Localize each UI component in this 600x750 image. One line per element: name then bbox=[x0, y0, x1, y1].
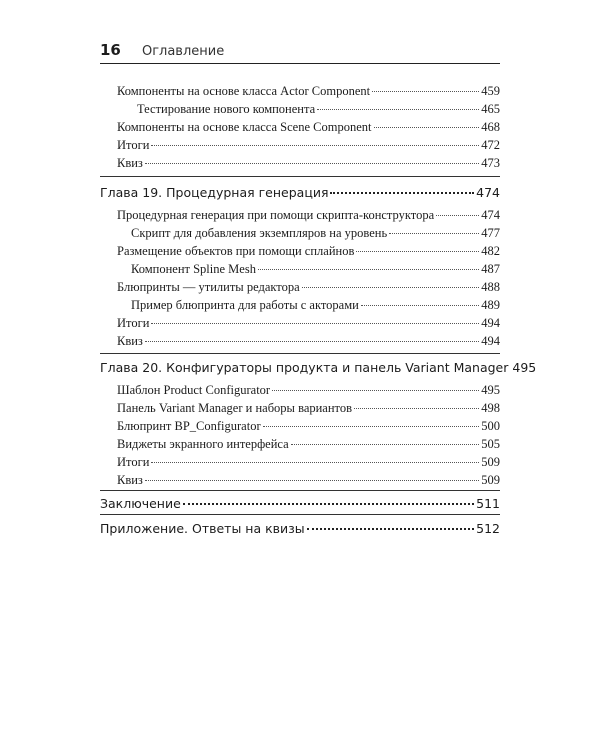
dot-leader bbox=[291, 444, 480, 445]
section-divider bbox=[100, 490, 500, 491]
dot-leader bbox=[307, 528, 474, 530]
toc-entry-page: 459 bbox=[481, 84, 500, 98]
toc-entry-page: 482 bbox=[481, 244, 500, 258]
dot-leader bbox=[145, 163, 479, 164]
toc-entry[interactable] bbox=[117, 280, 500, 295]
toc-entry[interactable] bbox=[117, 334, 500, 349]
toc-entry-page: 487 bbox=[481, 262, 500, 276]
header-rule bbox=[100, 63, 500, 64]
toc-entry-label: Блюпринты — утилиты редактора bbox=[117, 280, 300, 294]
toc-entry-label: Квиз bbox=[117, 156, 143, 170]
toc-entry-page: 498 bbox=[481, 401, 500, 415]
chapter-heading[interactable] bbox=[100, 496, 500, 511]
toc-entry[interactable] bbox=[117, 156, 500, 171]
toc-entry[interactable] bbox=[117, 138, 500, 153]
toc-entry[interactable] bbox=[117, 383, 500, 398]
running-title: Оглавление bbox=[141, 44, 225, 59]
toc-entry[interactable] bbox=[117, 244, 500, 259]
dot-leader bbox=[151, 462, 479, 463]
dot-leader bbox=[356, 251, 479, 252]
toc-entry-page: 509 bbox=[481, 455, 500, 469]
toc-entry-label: Компоненты на основе класса Actor Component bbox=[117, 84, 371, 98]
toc-entry-label: Скрипт для добавления экземпляров на уровень bbox=[131, 226, 388, 240]
toc-entry-label: Тестирование нового компонента bbox=[137, 102, 316, 116]
chapter-heading[interactable] bbox=[100, 521, 500, 536]
dot-leader bbox=[389, 233, 479, 234]
toc-entry[interactable] bbox=[117, 316, 500, 331]
toc-entry[interactable] bbox=[117, 455, 500, 470]
dot-leader bbox=[272, 390, 479, 391]
toc-entry-page: 500 bbox=[481, 419, 500, 433]
toc-entry-page: 489 bbox=[481, 298, 500, 312]
toc-entry-label: Размещение объектов при помощи сплайнов bbox=[117, 244, 355, 258]
toc-entry-label: Квиз bbox=[117, 334, 143, 348]
page-number: 16 bbox=[100, 41, 121, 59]
chapter-heading[interactable] bbox=[100, 360, 537, 375]
toc-entry-page: 465 bbox=[481, 102, 500, 116]
dot-leader bbox=[374, 127, 480, 128]
dot-leader bbox=[302, 287, 480, 288]
toc-entry-label: Итоги bbox=[117, 138, 150, 152]
toc-entry-label: Квиз bbox=[117, 473, 143, 487]
toc-entry-label: Пример блюпринта для работы с акторами bbox=[131, 298, 359, 312]
toc-entry-page: 509 bbox=[481, 473, 500, 487]
chapter-page: 474 bbox=[476, 185, 500, 200]
toc-entry-label: Компонент Spline Mesh bbox=[131, 262, 256, 276]
toc-entry-label: Итоги bbox=[117, 455, 150, 469]
toc-entry[interactable] bbox=[117, 401, 500, 416]
toc-entry[interactable] bbox=[117, 419, 500, 434]
section-divider bbox=[100, 514, 500, 515]
dot-leader bbox=[258, 269, 479, 270]
toc-entry-page: 494 bbox=[481, 316, 500, 330]
chapter-heading[interactable] bbox=[100, 185, 500, 200]
page-header bbox=[100, 40, 500, 59]
toc-entry[interactable] bbox=[117, 437, 500, 452]
section-divider bbox=[100, 353, 500, 354]
chapter-title: Глава 19. Процедурная генерация bbox=[100, 185, 329, 200]
toc-entry-page: 468 bbox=[481, 120, 500, 134]
toc-entry[interactable] bbox=[117, 473, 500, 488]
toc-entry-page: 473 bbox=[481, 156, 500, 170]
toc-entry-label: Итоги bbox=[117, 316, 150, 330]
toc-entry-page: 472 bbox=[481, 138, 500, 152]
toc-entry[interactable] bbox=[131, 262, 500, 277]
chapter-page: 511 bbox=[476, 496, 500, 511]
toc-entry-page: 474 bbox=[481, 208, 500, 222]
chapter-title: Заключение bbox=[100, 496, 181, 511]
section-divider bbox=[100, 176, 500, 177]
chapter-page: 512 bbox=[476, 521, 500, 536]
chapter-title: Приложение. Ответы на квизы bbox=[100, 521, 305, 536]
toc-entry-page: 477 bbox=[481, 226, 500, 240]
dot-leader bbox=[145, 341, 479, 342]
toc-entry-label: Виджеты экранного интерфейса bbox=[117, 437, 289, 451]
toc-entry[interactable] bbox=[117, 120, 500, 135]
toc-entry-label: Шаблон Product Configurator bbox=[117, 383, 271, 397]
dot-leader bbox=[436, 215, 479, 216]
toc-entry-page: 495 bbox=[481, 383, 500, 397]
toc-entry[interactable] bbox=[117, 84, 500, 99]
toc-entry-label: Компоненты на основе класса Scene Component bbox=[117, 120, 372, 134]
chapter-page: 495 bbox=[512, 360, 537, 375]
toc-entry-page: 505 bbox=[481, 437, 500, 451]
dot-leader bbox=[330, 192, 474, 194]
dot-leader bbox=[361, 305, 479, 306]
toc-entry[interactable] bbox=[137, 102, 500, 117]
toc-entry-label: Процедурная генерация при помощи скрипта-конструктора bbox=[117, 208, 435, 222]
dot-leader bbox=[354, 408, 479, 409]
toc-entry-page: 494 bbox=[481, 334, 500, 348]
chapter-title: Глава 20. Конфигураторы продукта и панель Variant Manager bbox=[100, 360, 509, 375]
toc-entry[interactable] bbox=[131, 298, 500, 313]
toc-entry-label: Панель Variant Manager и наборы вариантов bbox=[117, 401, 352, 415]
dot-leader bbox=[263, 426, 480, 427]
dot-leader bbox=[151, 145, 479, 146]
toc-entry-label: Блюпринт BP_Configurator bbox=[117, 419, 261, 433]
dot-leader bbox=[183, 503, 474, 505]
toc-entry[interactable] bbox=[131, 226, 500, 241]
dot-leader bbox=[145, 480, 479, 481]
dot-leader bbox=[317, 109, 479, 110]
dot-leader bbox=[372, 91, 479, 92]
toc-entry-page: 488 bbox=[481, 280, 500, 294]
dot-leader bbox=[151, 323, 479, 324]
toc-entry[interactable] bbox=[117, 208, 500, 223]
